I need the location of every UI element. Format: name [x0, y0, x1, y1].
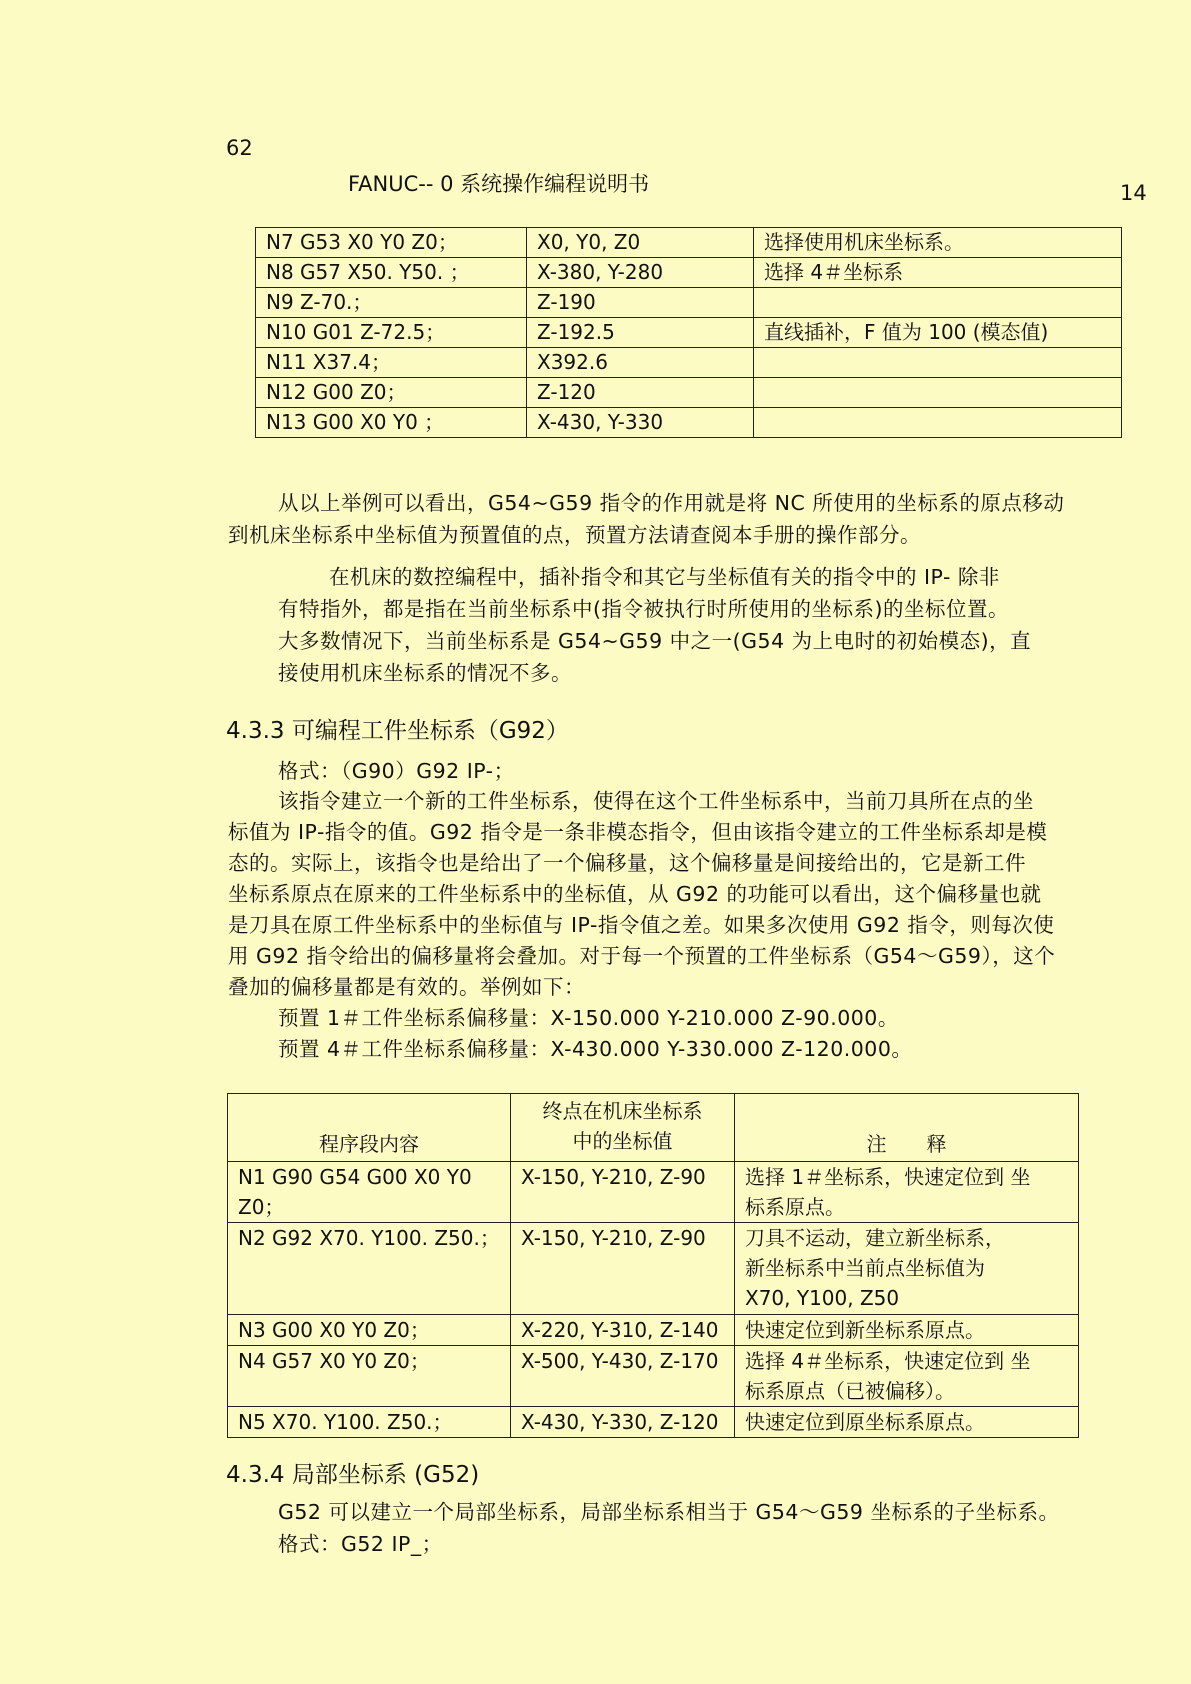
- table-cell: Z-192.5: [527, 318, 754, 348]
- paragraph-line: 从以上举例可以看出，G54~G59 指令的作用就是将 NC 所使用的坐标系的原点移动: [278, 491, 1065, 515]
- format-line: 格式：（G90）G92 IP-；: [278, 759, 515, 783]
- coordinate-table-2: [227, 1093, 1079, 1438]
- document-title: FANUC-- 0 系统操作编程说明书: [348, 172, 650, 196]
- header-line: 终点在机床坐标系: [542, 1099, 703, 1123]
- table-row: [228, 1407, 1079, 1438]
- paragraph-line: 是刀具在原工件坐标系中的坐标值与 IP-指令值之差。如果多次使用 G92 指令，则每次使: [228, 913, 1055, 937]
- page-number-top: 62: [226, 136, 253, 160]
- table-cell: Z-120: [527, 378, 754, 408]
- paragraph-line: 标值为 IP-指令的值。G92 指令是一条非模态指令，但由该指令建立的工件坐标系却是模: [228, 820, 1048, 844]
- table-cell: X392.6: [527, 348, 754, 378]
- table-cell: [735, 1407, 1079, 1438]
- cell-line: X70, Y100, Z50: [745, 1286, 900, 1310]
- table-cell: N5 X70. Y100. Z50.；: [228, 1407, 511, 1438]
- table-cell: [735, 1223, 1079, 1315]
- header-line: 中的坐标值: [572, 1129, 673, 1153]
- table-row: [256, 258, 1122, 288]
- table-cell: X-500, Y-430, Z-170: [511, 1346, 735, 1407]
- table-cell: [754, 348, 1122, 378]
- paragraph-line: 到机床坐标系中坐标值为预置值的点，预置方法请查阅本手册的操作部分。: [228, 523, 921, 547]
- paragraph-line: 该指令建立一个新的工件坐标系，使得在这个工件坐标系中，当前刀具所在点的坐: [278, 789, 1034, 813]
- table-row: [228, 1346, 1079, 1407]
- table-cell: [754, 288, 1122, 318]
- table-row: [228, 1223, 1079, 1315]
- table-cell: N7 G53 X0 Y0 Z0；: [256, 228, 527, 258]
- coordinate-table-1: [255, 227, 1122, 438]
- table-row: [256, 318, 1122, 348]
- table-header-cell: [511, 1094, 735, 1162]
- table-cell: X-150, Y-210, Z-90: [511, 1162, 735, 1223]
- table-cell: 选择 4＃坐标系: [754, 258, 1122, 288]
- table-cell: 选择使用机床坐标系。: [754, 228, 1122, 258]
- paragraph-line: 用 G92 指令给出的偏移量将会叠加。对于每一个预置的工件坐标系（G54～G59），这个: [228, 944, 1056, 968]
- table-cell: N12 G00 Z0；: [256, 378, 527, 408]
- cell-line: 新坐标系中当前点坐标值为: [745, 1256, 985, 1280]
- table-row: [256, 348, 1122, 378]
- paragraph-line: 在机床的数控编程中，插补指令和其它与坐标值有关的指令中的 IP- 除非: [329, 565, 1000, 589]
- section-heading-434: 4.3.4 局部坐标系 (G52): [226, 1462, 480, 1488]
- cell-line: 标系原点。: [745, 1195, 845, 1219]
- table-cell: N1 G90 G54 G00 X0 Y0 Z0；: [228, 1162, 511, 1223]
- table-cell: X-380, Y-280: [527, 258, 754, 288]
- paragraph-line: 坐标系原点在原来的工件坐标系中的坐标值，从 G92 的功能可以看出，这个偏移量也就: [228, 882, 1042, 906]
- table-row: [256, 228, 1122, 258]
- paragraph-line: 有特指外，都是指在当前坐标系中(指令被执行时所使用的坐标系)的坐标位置。: [278, 597, 1009, 621]
- cell-line: 快速定位到原坐标系原点。: [745, 1410, 985, 1434]
- table-header-row: [228, 1094, 1079, 1162]
- table-cell: N2 G92 X70. Y100. Z50.；: [228, 1223, 511, 1315]
- table-cell: [735, 1315, 1079, 1346]
- table-cell: [754, 378, 1122, 408]
- paragraph-line: 大多数情况下，当前坐标系是 G54~G59 中之一(G54 为上电时的初始模态)，直: [278, 629, 1032, 653]
- cell-line: 快速定位到新坐标系原点。: [745, 1318, 985, 1342]
- table-cell: [735, 1346, 1079, 1407]
- cell-line: 选择 1＃坐标系，快速定位到 坐: [745, 1165, 1031, 1189]
- table-cell: N4 G57 X0 Y0 Z0；: [228, 1346, 511, 1407]
- format-line: 格式：G52 IP_；: [278, 1532, 443, 1556]
- table-cell: X-430, Y-330, Z-120: [511, 1407, 735, 1438]
- table-row: [228, 1162, 1079, 1223]
- table-header-cell: 注 释: [735, 1094, 1079, 1162]
- table-row: [256, 288, 1122, 318]
- table-cell: N3 G00 X0 Y0 Z0；: [228, 1315, 511, 1346]
- table-cell: N10 G01 Z-72.5；: [256, 318, 527, 348]
- paragraph-line: 接使用机床坐标系的情况不多。: [278, 661, 572, 685]
- section-heading-433: 4.3.3 可编程工件坐标系（G92）: [226, 718, 569, 744]
- table-cell: X-150, Y-210, Z-90: [511, 1223, 735, 1315]
- table-cell: N13 G00 X0 Y0 ；: [256, 408, 527, 438]
- table-cell: N9 Z-70.；: [256, 288, 527, 318]
- table-cell: Z-190: [527, 288, 754, 318]
- table-cell: 直线插补，F 值为 100 (模态值): [754, 318, 1122, 348]
- preset-line: 预置 1＃工件坐标系偏移量：X-150.000 Y-210.000 Z-90.000。: [278, 1006, 899, 1030]
- table-cell: X-430, Y-330: [527, 408, 754, 438]
- table-cell: N11 X37.4；: [256, 348, 527, 378]
- table-cell: X-220, Y-310, Z-140: [511, 1315, 735, 1346]
- paragraph-line: G52 可以建立一个局部坐标系，局部坐标系相当于 G54～G59 坐标系的子坐标系。: [278, 1500, 1060, 1524]
- table-row: [256, 408, 1122, 438]
- cell-line: 刀具不运动，建立新坐标系，: [745, 1226, 1005, 1250]
- table-row: [256, 378, 1122, 408]
- table-cell: N8 G57 X50. Y50. ；: [256, 258, 527, 288]
- cell-line: 标系原点（已被偏移）。: [745, 1379, 955, 1403]
- cell-line: 选择 4＃坐标系，快速定位到 坐: [745, 1349, 1031, 1373]
- table-cell: [754, 408, 1122, 438]
- page-number-right: 14: [1120, 181, 1147, 205]
- paragraph-line: 叠加的偏移量都是有效的。举例如下：: [228, 975, 585, 999]
- table-header-cell: 程序段内容: [228, 1094, 511, 1162]
- paragraph-line: 态的。实际上，该指令也是给出了一个偏移量，这个偏移量是间接给出的，它是新工件: [228, 851, 1026, 875]
- table-cell: [735, 1162, 1079, 1223]
- table-cell: X0, Y0, Z0: [527, 228, 754, 258]
- table-row: [228, 1315, 1079, 1346]
- preset-line: 预置 4＃工件坐标系偏移量：X-430.000 Y-330.000 Z-120.000。: [278, 1037, 913, 1061]
